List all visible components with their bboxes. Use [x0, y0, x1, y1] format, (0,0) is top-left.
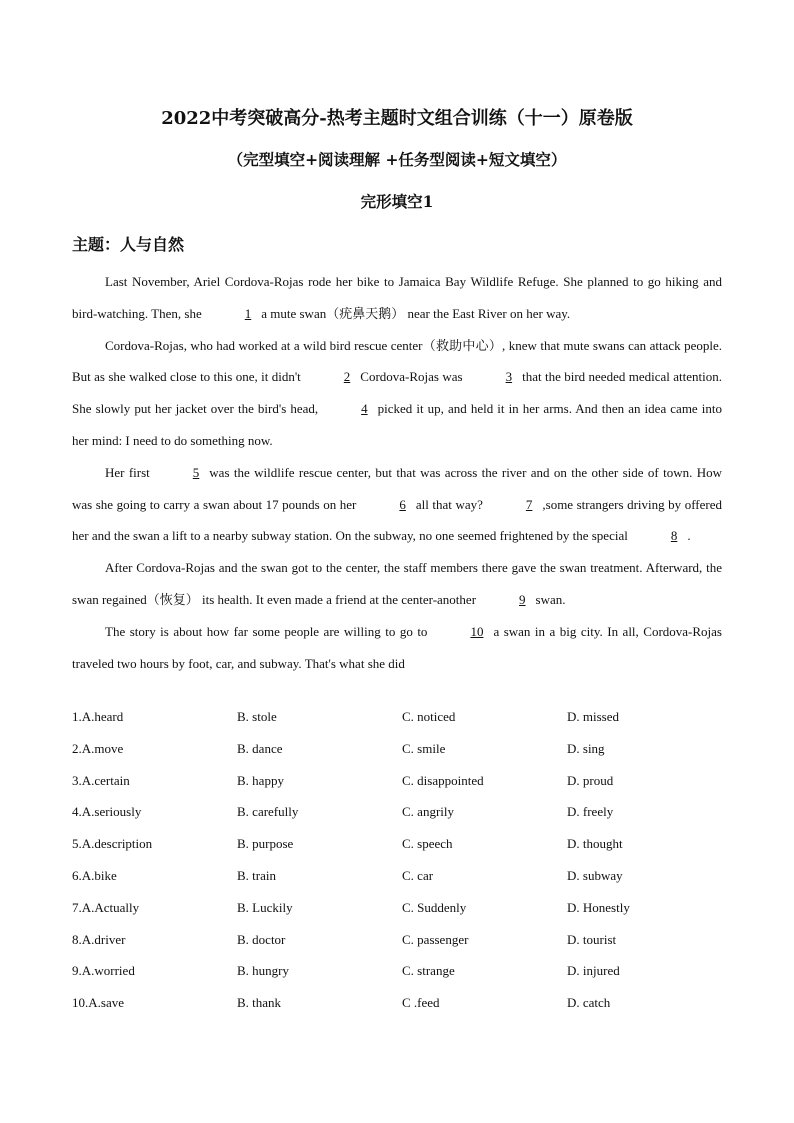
option-d: D. proud [567, 772, 614, 788]
blank-3: 3 [505, 369, 513, 385]
option-a: 4.A.seriously [72, 804, 142, 820]
text: a swan in a big city. In all, Cordova-Rojas traveled two hours by foot, car, and subway. That's what she did [72, 623, 722, 671]
option-b: B. purpose [237, 836, 294, 852]
option-c: C .feed [402, 995, 440, 1011]
blank-8: 8 [670, 528, 678, 544]
option-a: 5.A.description [72, 836, 153, 852]
option-b: B. doctor [237, 931, 286, 947]
blank-4: 4 [361, 401, 368, 417]
theme-heading: 主题：人与自然 [72, 235, 185, 254]
option-d: D. catch [567, 995, 611, 1011]
option-a: 8.A.driver [72, 931, 126, 947]
text: The story is about how far some people are willing to go to [105, 623, 428, 639]
option-a: 7.A.Actually [72, 899, 140, 915]
text: swan. [535, 591, 566, 607]
option-b: B. carefully [237, 804, 299, 820]
option-d: D. sing [567, 740, 605, 756]
option-c: C. passenger [402, 931, 469, 947]
option-c: C. car [402, 867, 434, 883]
option-row-6 [72, 868, 732, 900]
paragraph-4 [72, 552, 722, 616]
option-row-5 [72, 836, 732, 868]
option-a: 3.A.certain [72, 772, 130, 788]
option-d: D. subway [567, 867, 623, 883]
blank-10: 10 [470, 623, 484, 639]
option-b: B. stole [237, 709, 277, 724]
option-b: B. train [237, 867, 276, 883]
option-row-4 [72, 804, 732, 836]
text: all that way? [415, 496, 483, 512]
option-row-1 [72, 709, 732, 741]
text: Cordova-Rojas, who had worked at a wild bird rescue center（救助中心）, knew that mute swans can attack people. But as she walked close to this one, it didn't [72, 337, 722, 385]
blank-6: 6 [399, 496, 406, 512]
paragraph-5 [72, 616, 722, 680]
text: Cordova-Rojas was [360, 369, 463, 385]
text: picked it up, and held it in her arms. And then an idea came into her mind: I need to do something now. [72, 401, 723, 448]
page-title: 2022中考突破高分-热考主题时文组合训练（十一）原卷版 [161, 108, 633, 129]
option-c: C. Suddenly [402, 899, 467, 915]
text: Her first [105, 464, 150, 480]
option-d: D. missed [567, 709, 619, 724]
text: was the wildlife rescue center, but that was across the river and on the other side of town. How was she going to carry a swan about 17 pounds on her [72, 464, 722, 512]
blank-1: 1 [244, 305, 252, 321]
option-row-7 [72, 900, 732, 932]
option-a: 2.A.move [72, 740, 124, 756]
blank-9: 9 [519, 591, 526, 607]
option-row-10 [72, 995, 732, 1027]
option-b: B. dance [237, 740, 283, 756]
text: Last November, Ariel Cordova-Rojas rode her bike to Jamaica Bay Wildlife Refuge. She planned to go hiking and bird-watching. Then, she [72, 274, 722, 321]
option-d: D. Honestly [567, 899, 630, 915]
section-heading: 完形填空1 [360, 192, 434, 211]
option-b: B. hungry [237, 963, 289, 979]
blank-5: 5 [192, 464, 200, 480]
option-c: C. strange [402, 963, 455, 979]
option-c: C. speech [402, 836, 453, 852]
blank-2: 2 [343, 369, 351, 385]
option-d: D. thought [567, 836, 623, 852]
text: a mute swan（疣鼻天鹅） near the East River on her way. [261, 305, 571, 321]
option-d: D. tourist [567, 931, 617, 947]
text: ,some strangers driving by offered her and the swan a lift to a nearby subway station. On the subway, no one seemed frightened by the special [72, 496, 722, 544]
option-c: C. disappointed [402, 772, 484, 788]
blank-7: 7 [525, 496, 533, 512]
passage [72, 266, 722, 679]
option-b: B. thank [237, 995, 282, 1011]
option-row-3 [72, 773, 732, 805]
text: After Cordova-Rojas and the swan got to the center, the staff members there gave the swan treatment. Afterward, the swan regained（恢复） its health. It even made a friend at the center-another [72, 560, 722, 607]
option-row-9 [72, 963, 732, 995]
option-a: 10.A.save [72, 995, 124, 1011]
paragraph-1 [72, 266, 722, 330]
paragraph-3 [72, 457, 722, 552]
option-c: C. noticed [402, 709, 456, 724]
text: . [687, 528, 691, 544]
option-c: C. smile [402, 740, 446, 756]
option-d: D. freely [567, 804, 614, 820]
page-subtitle: （完型填空+阅读理解 +任务型阅读+短文填空） [227, 150, 567, 169]
answer-options [72, 709, 732, 1027]
option-row-2 [72, 741, 732, 773]
option-a: 6.A.bike [72, 867, 117, 883]
option-b: B. happy [237, 772, 284, 788]
option-row-8 [72, 932, 732, 964]
option-d: D. injured [567, 963, 620, 979]
option-a: 9.A.worried [72, 963, 135, 979]
option-b: B. Luckily [237, 899, 293, 915]
text: that the bird needed medical attention. She slowly put her jacket over the bird's head, [72, 369, 722, 417]
option-c: C. angrily [402, 804, 454, 820]
paragraph-2 [72, 330, 722, 457]
option-a: 1.A.heard [72, 709, 124, 724]
